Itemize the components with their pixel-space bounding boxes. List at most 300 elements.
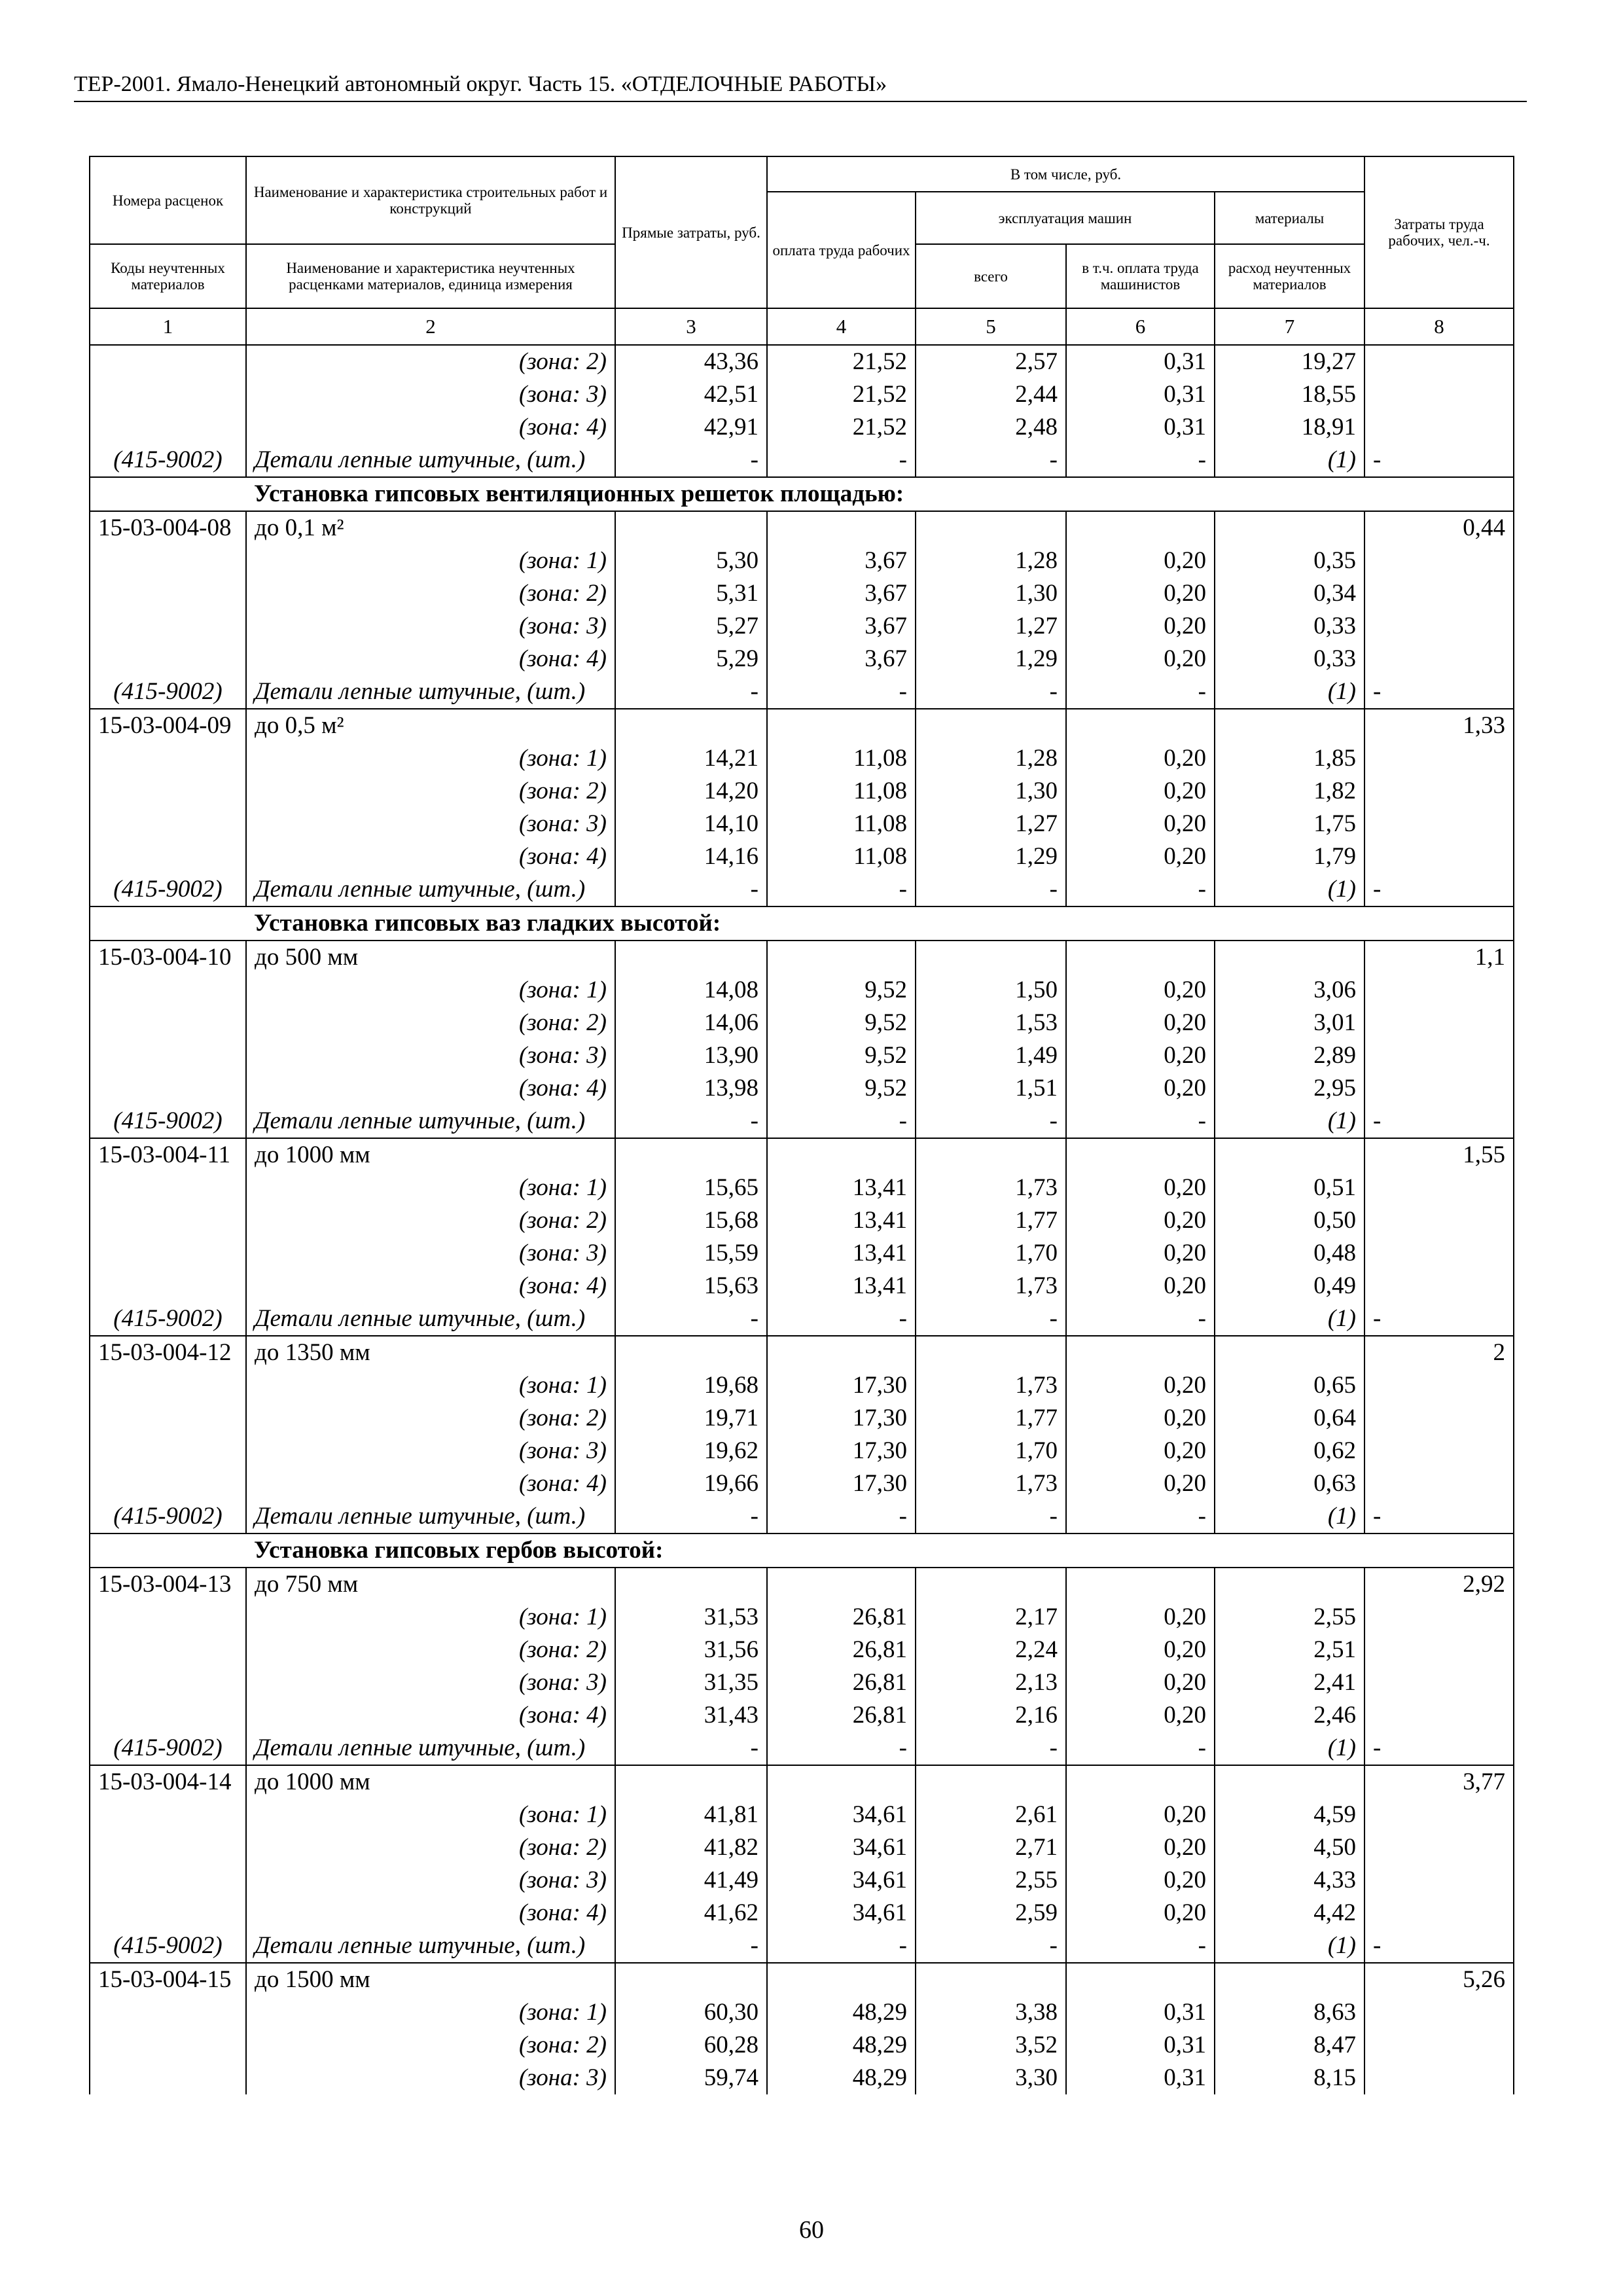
- labor-costs: -: [1364, 1105, 1514, 1138]
- zone-row: [90, 2029, 1514, 2062]
- header-direct-costs: Прямые затраты, руб.: [615, 156, 767, 308]
- machinist-pay: 0,20: [1066, 742, 1215, 775]
- labor-costs: 1,33: [1364, 709, 1514, 742]
- worker-pay: 11,08: [767, 840, 916, 873]
- material-code: (415-9002): [90, 873, 246, 906]
- zone-row: [90, 610, 1514, 643]
- machines-total: -: [916, 1302, 1066, 1336]
- empty-cell: [90, 840, 246, 873]
- empty-cell: [1364, 1072, 1514, 1105]
- empty-cell: [1364, 2029, 1514, 2062]
- empty-cell: [1215, 511, 1364, 545]
- empty-cell: [1364, 610, 1514, 643]
- machines-total: 3,30: [916, 2062, 1066, 2094]
- materials: (1): [1215, 444, 1364, 477]
- materials: 4,59: [1215, 1799, 1364, 1831]
- machinist-pay: -: [1066, 1732, 1215, 1765]
- empty-cell: [90, 378, 246, 411]
- material-name: Детали лепные штучные, (шт.): [246, 1500, 615, 1534]
- machines-total: 1,27: [916, 808, 1066, 840]
- col-number: 5: [916, 308, 1066, 345]
- machinist-pay: 0,20: [1066, 1007, 1215, 1039]
- rate-row: [90, 1963, 1514, 1996]
- machines-total: -: [916, 1500, 1066, 1534]
- machines-total: 1,29: [916, 643, 1066, 675]
- labor-costs: 2: [1364, 1336, 1514, 1369]
- rate-row: [90, 1568, 1514, 1601]
- material-name: Детали лепные штучные, (шт.): [246, 1732, 615, 1765]
- materials: 8,63: [1215, 1996, 1364, 2029]
- machinist-pay: 0,20: [1066, 1237, 1215, 1270]
- empty-cell: [1364, 2062, 1514, 2094]
- direct-costs: 60,30: [615, 1996, 767, 2029]
- rate-code: 15-03-004-15: [90, 1963, 246, 1996]
- material-code: (415-9002): [90, 444, 246, 477]
- machines-total: 1,27: [916, 610, 1066, 643]
- material-row: [90, 1302, 1514, 1336]
- labor-costs: -: [1364, 1302, 1514, 1336]
- machines-total: 2,44: [916, 378, 1066, 411]
- zone-row: [90, 1467, 1514, 1500]
- page-header: ТЕР-2001. Ямало-Ненецкий автономный округ. Часть 15. «ОТДЕЛОЧНЫЕ РАБОТЫ»: [74, 72, 1527, 102]
- machinist-pay: 0,31: [1066, 378, 1215, 411]
- worker-pay: 34,61: [767, 1897, 916, 1929]
- machinist-pay: 0,20: [1066, 1799, 1215, 1831]
- materials: 2,46: [1215, 1699, 1364, 1732]
- zone-label: (зона: 1): [246, 1799, 615, 1831]
- zone-label: (зона: 3): [246, 1039, 615, 1072]
- empty-cell: [1364, 1831, 1514, 1864]
- rate-name: до 500 мм: [246, 941, 615, 974]
- labor-costs: -: [1364, 675, 1514, 709]
- machines-total: 2,57: [916, 345, 1066, 378]
- empty-cell: [1364, 545, 1514, 577]
- machines-total: 1,73: [916, 1467, 1066, 1500]
- rate-row: [90, 1765, 1514, 1799]
- empty-cell: [90, 1039, 246, 1072]
- section-spacer: [90, 477, 246, 511]
- machinist-pay: 0,31: [1066, 411, 1215, 444]
- worker-pay: 9,52: [767, 974, 916, 1007]
- machines-total: 1,29: [916, 840, 1066, 873]
- zone-row: [90, 808, 1514, 840]
- machinist-pay: 0,20: [1066, 1601, 1215, 1634]
- worker-pay: 34,61: [767, 1799, 916, 1831]
- rate-code: 15-03-004-14: [90, 1765, 246, 1799]
- machines-total: 2,61: [916, 1799, 1066, 1831]
- worker-pay: -: [767, 1732, 916, 1765]
- direct-costs: 15,65: [615, 1172, 767, 1204]
- materials: (1): [1215, 873, 1364, 906]
- empty-cell: [1215, 1963, 1364, 1996]
- materials: 0,49: [1215, 1270, 1364, 1302]
- materials: 0,63: [1215, 1467, 1364, 1500]
- materials: 0,33: [1215, 610, 1364, 643]
- direct-costs: 5,27: [615, 610, 767, 643]
- empty-cell: [1364, 1699, 1514, 1732]
- empty-cell: [1364, 1897, 1514, 1929]
- machines-total: 2,59: [916, 1897, 1066, 1929]
- zone-row: [90, 1996, 1514, 2029]
- empty-cell: [767, 511, 916, 545]
- zone-row: [90, 1204, 1514, 1237]
- machines-total: -: [916, 675, 1066, 709]
- zone-label: (зона: 4): [246, 411, 615, 444]
- zone-label: (зона: 2): [246, 1831, 615, 1864]
- empty-cell: [1364, 1172, 1514, 1204]
- rate-row: [90, 941, 1514, 974]
- worker-pay: 34,61: [767, 1831, 916, 1864]
- machines-total: 2,48: [916, 411, 1066, 444]
- empty-cell: [90, 775, 246, 808]
- worker-pay: 11,08: [767, 808, 916, 840]
- rate-name: до 1000 мм: [246, 1138, 615, 1172]
- zone-row: [90, 1666, 1514, 1699]
- direct-costs: 5,31: [615, 577, 767, 610]
- machines-total: -: [916, 1105, 1066, 1138]
- section-spacer: [90, 1534, 246, 1568]
- empty-cell: [90, 1831, 246, 1864]
- zone-label: (зона: 4): [246, 1072, 615, 1105]
- direct-costs: 41,82: [615, 1831, 767, 1864]
- machines-total: 1,28: [916, 545, 1066, 577]
- empty-cell: [916, 1138, 1066, 1172]
- zone-label: (зона: 3): [246, 1666, 615, 1699]
- machines-total: 1,28: [916, 742, 1066, 775]
- empty-cell: [1364, 1402, 1514, 1435]
- zone-label: (зона: 3): [246, 378, 615, 411]
- header-including: В том числе, руб.: [767, 156, 1364, 192]
- empty-cell: [1215, 709, 1364, 742]
- zone-row: [90, 1634, 1514, 1666]
- direct-costs: -: [615, 675, 767, 709]
- worker-pay: 17,30: [767, 1402, 916, 1435]
- machinist-pay: 0,31: [1066, 1996, 1215, 2029]
- machines-total: 1,73: [916, 1172, 1066, 1204]
- machines-total: 2,55: [916, 1864, 1066, 1897]
- worker-pay: 17,30: [767, 1369, 916, 1402]
- machinist-pay: 0,20: [1066, 775, 1215, 808]
- material-code: (415-9002): [90, 1929, 246, 1963]
- worker-pay: 9,52: [767, 1072, 916, 1105]
- direct-costs: 15,63: [615, 1270, 767, 1302]
- machines-total: 1,30: [916, 577, 1066, 610]
- zone-row: [90, 1237, 1514, 1270]
- empty-cell: [615, 511, 767, 545]
- worker-pay: -: [767, 873, 916, 906]
- machinist-pay: 0,20: [1066, 1369, 1215, 1402]
- empty-cell: [1364, 643, 1514, 675]
- zone-label: (зона: 2): [246, 1634, 615, 1666]
- empty-cell: [90, 2062, 246, 2094]
- zone-row: [90, 643, 1514, 675]
- worker-pay: 48,29: [767, 2062, 916, 2094]
- zone-row: [90, 1435, 1514, 1467]
- machinist-pay: 0,20: [1066, 1699, 1215, 1732]
- zone-row: [90, 775, 1514, 808]
- machinist-pay: 0,20: [1066, 1172, 1215, 1204]
- machines-total: 3,52: [916, 2029, 1066, 2062]
- machines-total: 1,53: [916, 1007, 1066, 1039]
- zone-label: (зона: 1): [246, 1601, 615, 1634]
- direct-costs: 31,35: [615, 1666, 767, 1699]
- empty-cell: [1364, 1204, 1514, 1237]
- rate-name: до 1350 мм: [246, 1336, 615, 1369]
- machinist-pay: 0,20: [1066, 545, 1215, 577]
- materials: 1,85: [1215, 742, 1364, 775]
- empty-cell: [90, 411, 246, 444]
- empty-cell: [767, 709, 916, 742]
- materials: 0,65: [1215, 1369, 1364, 1402]
- rate-name: до 1000 мм: [246, 1765, 615, 1799]
- zone-row: [90, 840, 1514, 873]
- rate-code: 15-03-004-10: [90, 941, 246, 974]
- worker-pay: -: [767, 1500, 916, 1534]
- zone-row: [90, 1007, 1514, 1039]
- zone-label: (зона: 3): [246, 808, 615, 840]
- worker-pay: 3,67: [767, 643, 916, 675]
- machinist-pay: -: [1066, 444, 1215, 477]
- empty-cell: [90, 1897, 246, 1929]
- materials: 1,79: [1215, 840, 1364, 873]
- materials: 8,47: [1215, 2029, 1364, 2062]
- empty-cell: [1364, 775, 1514, 808]
- zone-label: (зона: 1): [246, 545, 615, 577]
- materials: 19,27: [1215, 345, 1364, 378]
- machinist-pay: -: [1066, 1500, 1215, 1534]
- empty-cell: [1215, 1568, 1364, 1601]
- machinist-pay: 0,20: [1066, 1897, 1215, 1929]
- labor-costs: -: [1364, 1500, 1514, 1534]
- empty-cell: [916, 1963, 1066, 1996]
- zone-label: (зона: 3): [246, 1864, 615, 1897]
- worker-pay: -: [767, 1105, 916, 1138]
- empty-cell: [1364, 808, 1514, 840]
- empty-cell: [1364, 378, 1514, 411]
- machinist-pay: 0,20: [1066, 808, 1215, 840]
- materials: 2,51: [1215, 1634, 1364, 1666]
- rate-row: [90, 1336, 1514, 1369]
- empty-cell: [90, 1699, 246, 1732]
- material-row: [90, 1500, 1514, 1534]
- zone-label: (зона: 1): [246, 742, 615, 775]
- zone-row: [90, 1172, 1514, 1204]
- section-heading-row: [90, 477, 1514, 511]
- materials: 2,55: [1215, 1601, 1364, 1634]
- header-material-codes: Коды неучтенных материалов: [90, 244, 246, 308]
- worker-pay: 26,81: [767, 1699, 916, 1732]
- worker-pay: 17,30: [767, 1435, 916, 1467]
- materials: 0,51: [1215, 1172, 1364, 1204]
- worker-pay: 26,81: [767, 1601, 916, 1634]
- empty-cell: [1364, 1039, 1514, 1072]
- direct-costs: 5,29: [615, 643, 767, 675]
- machinist-pay: 0,20: [1066, 1864, 1215, 1897]
- materials: 0,34: [1215, 577, 1364, 610]
- empty-cell: [90, 1799, 246, 1831]
- machinist-pay: -: [1066, 1105, 1215, 1138]
- zone-label: (зона: 2): [246, 1402, 615, 1435]
- material-name: Детали лепные штучные, (шт.): [246, 444, 615, 477]
- labor-costs: 3,77: [1364, 1765, 1514, 1799]
- price-table: [89, 156, 1514, 2094]
- machines-total: 2,13: [916, 1666, 1066, 1699]
- worker-pay: 21,52: [767, 345, 916, 378]
- worker-pay: 13,41: [767, 1204, 916, 1237]
- machinist-pay: 0,20: [1066, 1634, 1215, 1666]
- section-heading-row: [90, 1534, 1514, 1568]
- machines-total: 1,30: [916, 775, 1066, 808]
- zone-label: (зона: 4): [246, 1699, 615, 1732]
- worker-pay: 34,61: [767, 1864, 916, 1897]
- machinist-pay: 0,20: [1066, 1204, 1215, 1237]
- machinist-pay: 0,20: [1066, 1072, 1215, 1105]
- labor-costs: 2,92: [1364, 1568, 1514, 1601]
- rate-code: 15-03-004-11: [90, 1138, 246, 1172]
- rate-row: [90, 1138, 1514, 1172]
- direct-costs: 31,53: [615, 1601, 767, 1634]
- zone-label: (зона: 1): [246, 1369, 615, 1402]
- empty-cell: [1364, 1270, 1514, 1302]
- machinist-pay: 0,20: [1066, 1467, 1215, 1500]
- zone-row: [90, 378, 1514, 411]
- material-name: Детали лепные штучные, (шт.): [246, 1105, 615, 1138]
- zone-label: (зона: 1): [246, 1996, 615, 2029]
- zone-row: [90, 742, 1514, 775]
- machines-total: 1,73: [916, 1270, 1066, 1302]
- machines-total: 1,77: [916, 1402, 1066, 1435]
- material-code: (415-9002): [90, 1105, 246, 1138]
- header-rates-number: Номера расценок: [90, 156, 246, 244]
- empty-cell: [90, 1172, 246, 1204]
- direct-costs: 41,49: [615, 1864, 767, 1897]
- empty-cell: [767, 1138, 916, 1172]
- zone-row: [90, 1601, 1514, 1634]
- table-body: [90, 345, 1514, 2094]
- zone-row: [90, 1402, 1514, 1435]
- machines-total: -: [916, 1732, 1066, 1765]
- empty-cell: [1364, 974, 1514, 1007]
- materials: (1): [1215, 1500, 1364, 1534]
- section-heading: Установка гипсовых вентиляционных решеток площадью:: [246, 477, 1514, 511]
- machines-total: 3,38: [916, 1996, 1066, 2029]
- materials: 0,48: [1215, 1237, 1364, 1270]
- machines-total: 1,73: [916, 1369, 1066, 1402]
- zone-label: (зона: 2): [246, 775, 615, 808]
- empty-cell: [1364, 1237, 1514, 1270]
- worker-pay: 3,67: [767, 610, 916, 643]
- labor-costs: -: [1364, 1732, 1514, 1765]
- worker-pay: 26,81: [767, 1634, 916, 1666]
- worker-pay: 48,29: [767, 2029, 916, 2062]
- empty-cell: [1364, 1467, 1514, 1500]
- zone-label: (зона: 2): [246, 1007, 615, 1039]
- rate-code: 15-03-004-09: [90, 709, 246, 742]
- materials: 2,89: [1215, 1039, 1364, 1072]
- worker-pay: 13,41: [767, 1172, 916, 1204]
- worker-pay: -: [767, 1302, 916, 1336]
- empty-cell: [90, 643, 246, 675]
- materials: 3,01: [1215, 1007, 1364, 1039]
- col-number: 7: [1215, 308, 1364, 345]
- direct-costs: 60,28: [615, 2029, 767, 2062]
- direct-costs: 13,90: [615, 1039, 767, 1072]
- machines-total: -: [916, 444, 1066, 477]
- machinist-pay: 0,20: [1066, 1831, 1215, 1864]
- zone-row: [90, 1369, 1514, 1402]
- direct-costs: -: [615, 444, 767, 477]
- empty-cell: [1364, 411, 1514, 444]
- zone-label: (зона: 4): [246, 643, 615, 675]
- worker-pay: 9,52: [767, 1039, 916, 1072]
- empty-cell: [1215, 1138, 1364, 1172]
- zone-label: (зона: 3): [246, 1237, 615, 1270]
- zone-row: [90, 1699, 1514, 1732]
- empty-cell: [1066, 1568, 1215, 1601]
- zone-row: [90, 1831, 1514, 1864]
- empty-cell: [90, 2029, 246, 2062]
- machinist-pay: 0,20: [1066, 1402, 1215, 1435]
- empty-cell: [90, 742, 246, 775]
- zone-row: [90, 345, 1514, 378]
- machinist-pay: 0,20: [1066, 577, 1215, 610]
- empty-cell: [767, 1336, 916, 1369]
- zone-label: (зона: 4): [246, 840, 615, 873]
- machines-total: 1,77: [916, 1204, 1066, 1237]
- empty-cell: [1215, 1336, 1364, 1369]
- empty-cell: [1364, 577, 1514, 610]
- machinist-pay: 0,31: [1066, 2062, 1215, 2094]
- direct-costs: 14,06: [615, 1007, 767, 1039]
- header-labor-costs: Затраты труда рабочих, чел.-ч.: [1364, 156, 1514, 308]
- machines-total: -: [916, 1929, 1066, 1963]
- direct-costs: 42,51: [615, 378, 767, 411]
- machinist-pay: 0,31: [1066, 2029, 1215, 2062]
- materials: 18,91: [1215, 411, 1364, 444]
- empty-cell: [90, 1270, 246, 1302]
- section-heading-row: [90, 906, 1514, 941]
- empty-cell: [916, 1568, 1066, 1601]
- material-name: Детали лепные штучные, (шт.): [246, 1302, 615, 1336]
- empty-cell: [615, 1568, 767, 1601]
- labor-costs: 5,26: [1364, 1963, 1514, 1996]
- empty-cell: [615, 1765, 767, 1799]
- worker-pay: 3,67: [767, 545, 916, 577]
- empty-cell: [916, 511, 1066, 545]
- machines-total: -: [916, 873, 1066, 906]
- zone-row: [90, 545, 1514, 577]
- header-materials: материалы: [1215, 192, 1364, 244]
- zone-label: (зона: 3): [246, 610, 615, 643]
- section-heading: Установка гипсовых ваз гладких высотой:: [246, 906, 1514, 941]
- materials: 2,41: [1215, 1666, 1364, 1699]
- rate-code: 15-03-004-13: [90, 1568, 246, 1601]
- empty-cell: [1215, 941, 1364, 974]
- direct-costs: -: [615, 1302, 767, 1336]
- material-name: Детали лепные штучные, (шт.): [246, 1929, 615, 1963]
- machinist-pay: 0,20: [1066, 1270, 1215, 1302]
- empty-cell: [1364, 1369, 1514, 1402]
- material-name: Детали лепные штучные, (шт.): [246, 873, 615, 906]
- machinist-pay: 0,20: [1066, 610, 1215, 643]
- zone-row: [90, 1897, 1514, 1929]
- zone-row: [90, 974, 1514, 1007]
- empty-cell: [90, 577, 246, 610]
- direct-costs: 13,98: [615, 1072, 767, 1105]
- zone-row: [90, 1864, 1514, 1897]
- worker-pay: 3,67: [767, 577, 916, 610]
- zone-row: [90, 2062, 1514, 2094]
